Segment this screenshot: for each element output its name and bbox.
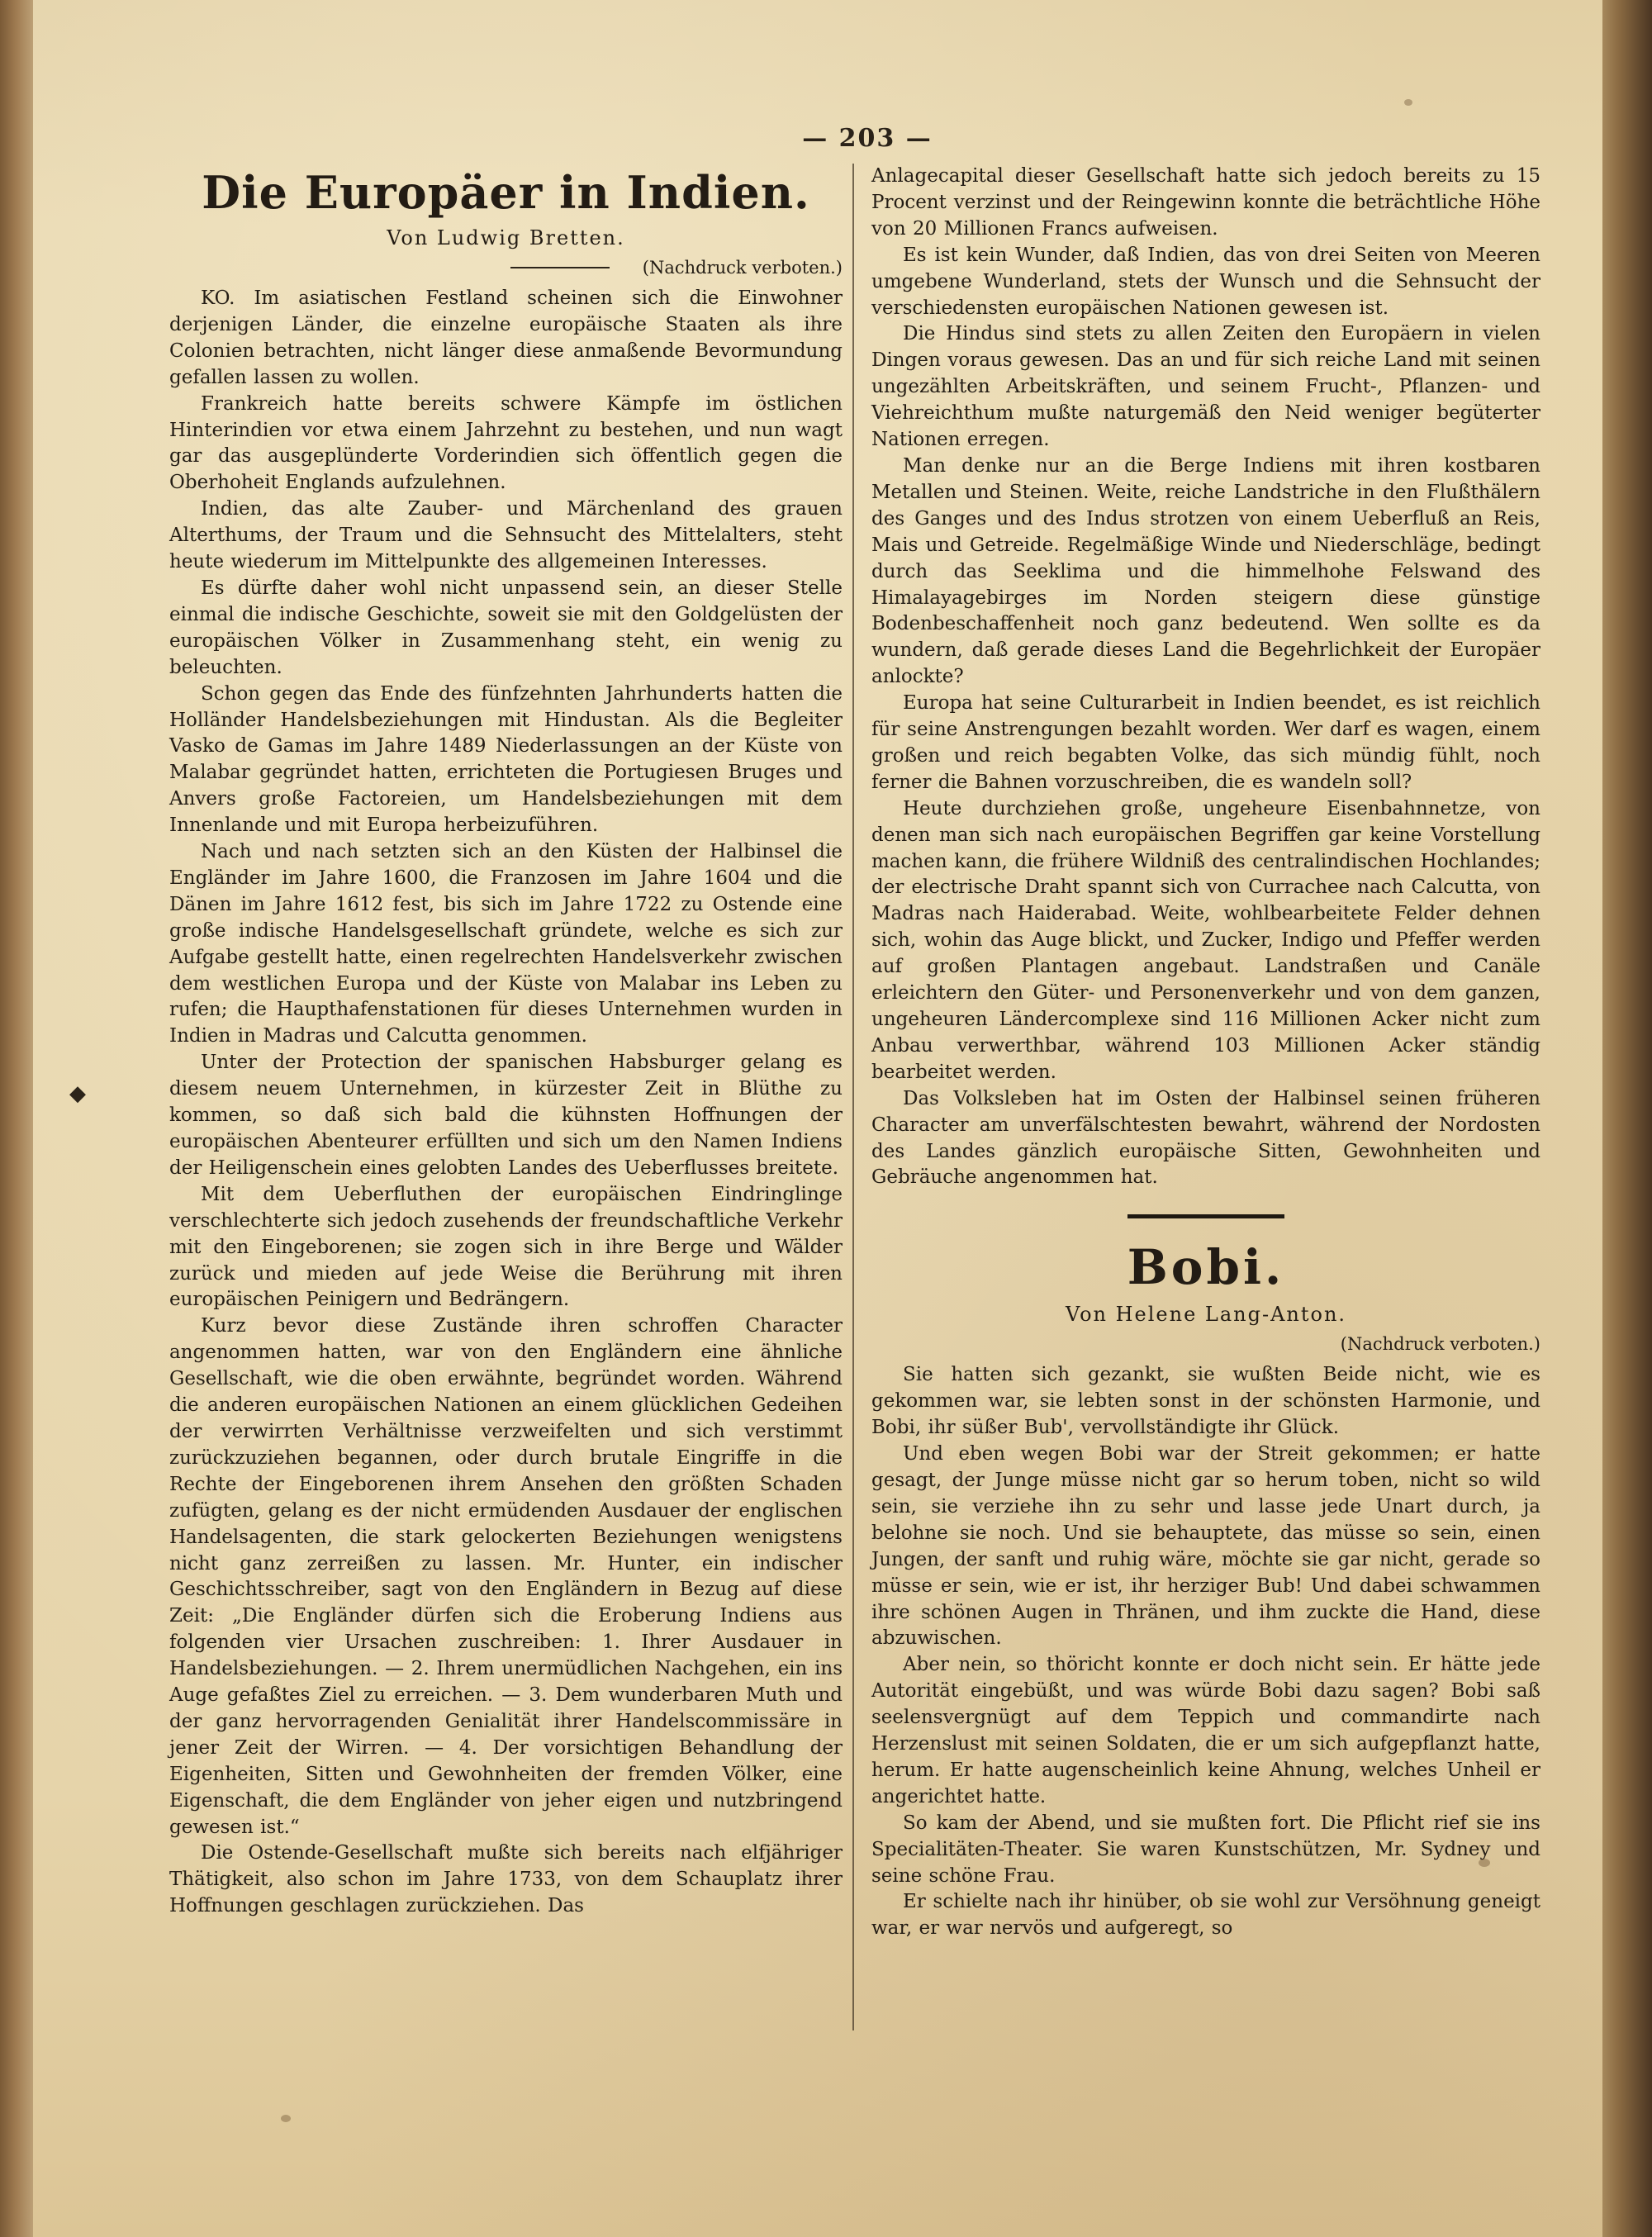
reprint-note: (Nachdruck verboten.)	[642, 258, 843, 278]
paragraph: So kam der Abend, und sie mußten fort. Die Pflicht rief sie ins Specialitäten-Theater. Sie waren Kunstschützen, Mr. Sydney und seine schöne Frau.	[871, 1812, 1540, 1887]
paragraph: Er schielte nach ihr hinüber, ob sie wohl zur Versöhnung geneigt war, er war nervös und aufgeregt, so	[871, 1891, 1540, 1940]
paragraph: KO. Im asiatischen Festland scheinen sich die Einwohner derjenigen Länder, die einzelne europäische Staaten als ihre Colonien betrachten, nicht länger diese anmaßende Bevormundung gefallen lassen zu wollen.	[169, 287, 843, 388]
article-title-europaeer: Die Europäer in Indien.	[202, 166, 810, 219]
column-divider	[852, 164, 854, 2030]
paper-stain	[1404, 99, 1412, 106]
right-column	[871, 164, 1540, 1942]
article-title-bobi: Bobi.	[1127, 1239, 1285, 1296]
paragraph: Europa hat seine Culturarbeit in Indien beendet, es ist reichlich für seine Anstrengungen bezahlt worden. Wer darf es wagen, einem großen und reich begabten Volke, das sich mündig fühlt, noch ferner die Bahnen vorzuschreiben, die es wandeln soll?	[871, 692, 1540, 793]
article-body-europaeer	[169, 286, 843, 1920]
article-body-europaeer-continued	[871, 164, 1540, 1191]
paragraph: Schon gegen das Ende des fünfzehnten Jahrhunderts hatten die Holländer Handelsbeziehungen mit Hindustan. Als die Begleiter Vasko de Gamas im Jahre 1489 Niederlassungen an der Küste von Malabar gegründet hatten, errichteten die Portugiesen Bruges und Anvers große Factoreien, um Handelsbeziehungen mit dem Innenlande und mit Europa herbeizuführen.	[169, 682, 843, 837]
paragraph: Indien, das alte Zauber- und Märchenland des grauen Alterthums, der Traum und die Sehnsucht des Mittelalters, steht heute wiederum im Mittelpunkte des allgemeinen Interesses.	[169, 498, 843, 573]
article-byline-bretten: Von Ludwig Bretten.	[387, 226, 625, 249]
page-number: — 203 —	[802, 124, 933, 153]
margin-ornament-icon: ◆	[69, 1081, 86, 1106]
paragraph: Man denke nur an die Berge Indiens mit ihren kostbaren Metallen und Steinen. Weite, reiche Landstriche in den Flußthälern des Ganges und des Indus strotzen von einem Ueberfluß an Reis, Mais und Getreide. Regelmäßige Winde und Niederschläge, bedingt durch das Seeklima und die himmelhohe Felswand des Himalayagebirges im Norden steigern diese günstige Bodenbeschaffenheit noch ganz bedeutend. Wen sollte es da wundern, daß gerade dieses Land die Begehrlichkeit der Europäer anlockte?	[871, 454, 1540, 688]
paper-stain	[1479, 1859, 1490, 1867]
article-byline-lang-anton: Von Helene Lang-Anton.	[1065, 1303, 1347, 1327]
newspaper-page	[33, 0, 1602, 2237]
paragraph: Und eben wegen Bobi war der Streit gekommen; er hatte gesagt, der Junge müsse nicht gar so herum toben, nicht so wild sein, sie verziehe ihn zu sehr und lasse jede Unart durch, ja belohne sie noch. Und sie behauptete, das müsse so sein, einen Jungen, der sanft und ruhig wäre, möchte sie gar nicht, gerade so müsse er sein, wie er ist, ihr herziger Bub! Und dabei schwammen ihre schönen Augen in Thränen, und ihm zuckte die Hand, diese abzuwischen.	[871, 1443, 1540, 1650]
paragraph: Die Ostende-Gesellschaft mußte sich bereits nach elfjähriger Thätigkeit, also schon im Jahre 1733, von dem Schauplatz ihrer Hoffnungen geschlagen zurückziehen. Das	[169, 1842, 843, 1917]
paragraph: Heute durchziehen große, ungeheure Eisenbahnnetze, von denen man sich nach europäischen Begriffen gar keine Vorstellung machen kann, die frühere Wildniß des centralindischen Hochlandes; der electrische Draht spannt sich von Currachee nach Calcutta, von Madras nach Haiderabad. Weite, wohlbearbeitete Felder dehnen sich, wohin das Auge blickt, und Zucker, Indigo und Pfeffer werden auf großen Plantagen angebaut. Landstraßen und Canäle erleichtern den Güter- und Personenverkehr und von dem ganzen, ungeheuren Ländercomplexe sind 116 Millionen Acker nicht zum Anbau verwerthbar, während 103 Millionen Acker ständig bearbeitet werden.	[871, 797, 1540, 1083]
reprint-note: (Nachdruck verboten.)	[1340, 1334, 1540, 1355]
article-body-bobi	[871, 1362, 1540, 1942]
paragraph: Es ist kein Wunder, daß Indien, das von drei Seiten von Meeren umgebene Wunderland, stets der Wunsch und die Sehnsucht der verschiedensten europäischen Nationen gewesen ist.	[871, 244, 1540, 319]
paragraph: Frankreich hatte bereits schwere Kämpfe im östlichen Hinterindien vor etwa einem Jahrzehnt zu bestehen, und nun wagt gar das ausgeplünderte Vorderindien sich öffentlich gegen die Oberhoheit Englands aufzulehnen.	[169, 392, 843, 494]
paragraph: Unter der Protection der spanischen Habsburger gelang es diesem neuem Unternehmen, in kürzester Zeit in Blüthe zu kommen, so daß sich bald die kühnsten Hoffnungen der europäischen Abenteurer erfüllten und sich um den Namen Indiens der Heiligenschein eines gelobten Landes des Ueberflusses breitete.	[169, 1052, 843, 1179]
short-rule	[510, 267, 610, 268]
paragraph: Nach und nach setzten sich an den Küsten der Halbinsel die Engländer im Jahre 1600, die Franzosen im Jahre 1604 und die Dänen im Jahre 1612 fest, bis sich im Jahre 1722 zu Ostende eine große indische Handelsgesellschaft gründete, welche es sich zur Aufgabe gestellt hatte, einen regelrechten Handelsverkehr zwischen dem westlichen Europa und der Küste von Malabar ins Leben zu rufen; die Haupthafenstationen für dieses Unternehmen wurden in Indien in Madras und Calcutta genommen.	[169, 841, 843, 1047]
paragraph: Sie hatten sich gezankt, sie wußten Beide nicht, wie es gekommen war, sie lebten sonst in der schönsten Harmonie, und Bobi, ihr süßer Bub', vervollständigte ihr Glück.	[871, 1364, 1540, 1439]
paper-stain	[281, 2115, 291, 2122]
paragraph: Das Volksleben hat im Osten der Halbinsel seinen früheren Character am unverfälschtesten bewahrt, während der Nordosten des Landes gänzlich europäische Sitten, Gewohnheiten und Gebräuche angenommen hat.	[871, 1087, 1540, 1189]
paragraph: Die Hindus sind stets zu allen Zeiten den Europäern in vielen Dingen voraus gewesen. Das an und für sich reiche Land mit seinen ungezählten Arbeitskräften, und seinem Frucht-, Pflanzen- und Viehreichthum mußte naturgemäß den Neid weniger begüterter Nationen erregen.	[871, 323, 1540, 451]
paragraph: Kurz bevor diese Zustände ihren schroffen Character angenommen hatten, war von den Engländern eine ähnliche Gesellschaft, wie die oben erwähnte, begründet worden. Während die anderen europäischen Nationen an einem glücklichen Gedeihen der verwirrten Verhältnisse verzweifelten und sich verstimmt zurückzuziehen begannen, oder durch brutale Eingriffe in die Rechte der Eingeborenen ihrem Ansehen den größten Schaden zufügten, gelang es der nicht ermüdenden Ausdauer der englischen Handelsagenten, die stark gelockerten Beziehungen wenigstens nicht ganz zerreißen zu lassen. Mr. Hunter, ein indischer Geschichtsschreiber, sagt von den Engländern in Bezug auf diese Zeit: „Die Engländer dürfen sich die Eroberung Indiens aus folgenden vier Ursachen zuschreiben: 1. Ihrer Ausdauer in Handelsbeziehungen. — 2. Ihrem unermüdlichen Nachgehen, ein ins Auge gefaßtes Ziel zu erreichen. — 3. Dem wunderbaren Muth und der ganz hervorragenden Genialität ihrer Handelscommissäre in jener Zeit der Wirren. — 4. Der vorsichtigen Behandlung der Eigenheiten, Sitten und Gewohnheiten der fremden Völker, eine Eigenschaft, die dem Engländer von jeher eigen und nutzbringend gewesen ist.“	[169, 1315, 843, 1838]
paragraph: Mit dem Ueberfluthen der europäischen Eindringlinge verschlechterte sich jedoch zusehends der freundschaftliche Verkehr mit den Eingeborenen; sie zogen sich in ihre Berge und Wälder zurück und mieden auf jede Weise die Berührung mit ihren europäischen Peinigern und Bedrängern.	[169, 1183, 843, 1311]
left-column	[169, 164, 843, 1920]
paragraph: Anlagecapital dieser Gesellschaft hatte sich jedoch bereits zu 15 Procent verzinst und der Reingewinn konnte die beträchtliche Höhe von 20 Millionen Francs aufweisen.	[871, 165, 1540, 240]
article-separator	[1127, 1214, 1284, 1218]
reprint-note-row	[871, 1329, 1540, 1359]
reprint-note-row	[169, 253, 843, 283]
paragraph: Aber nein, so thöricht konnte er doch nicht sein. Er hätte jede Autorität eingebüßt, und was würde Bobi dazu sagen? Bobi saß seelensvergnügt auf dem Teppich und commandirte nach Herzenslust mit seinen Soldaten, die er um sich aufgepflanzt hatte, herum. Er hatte augenscheinlich keine Ahnung, welches Unheil er angerichtet hatte.	[871, 1654, 1540, 1807]
paragraph: Es dürfte daher wohl nicht unpassend sein, an dieser Stelle einmal die indische Geschichte, soweit sie mit den Goldgelüsten der europäischen Völker in Zusammenhang steht, ein wenig zu beleuchten.	[169, 577, 843, 678]
